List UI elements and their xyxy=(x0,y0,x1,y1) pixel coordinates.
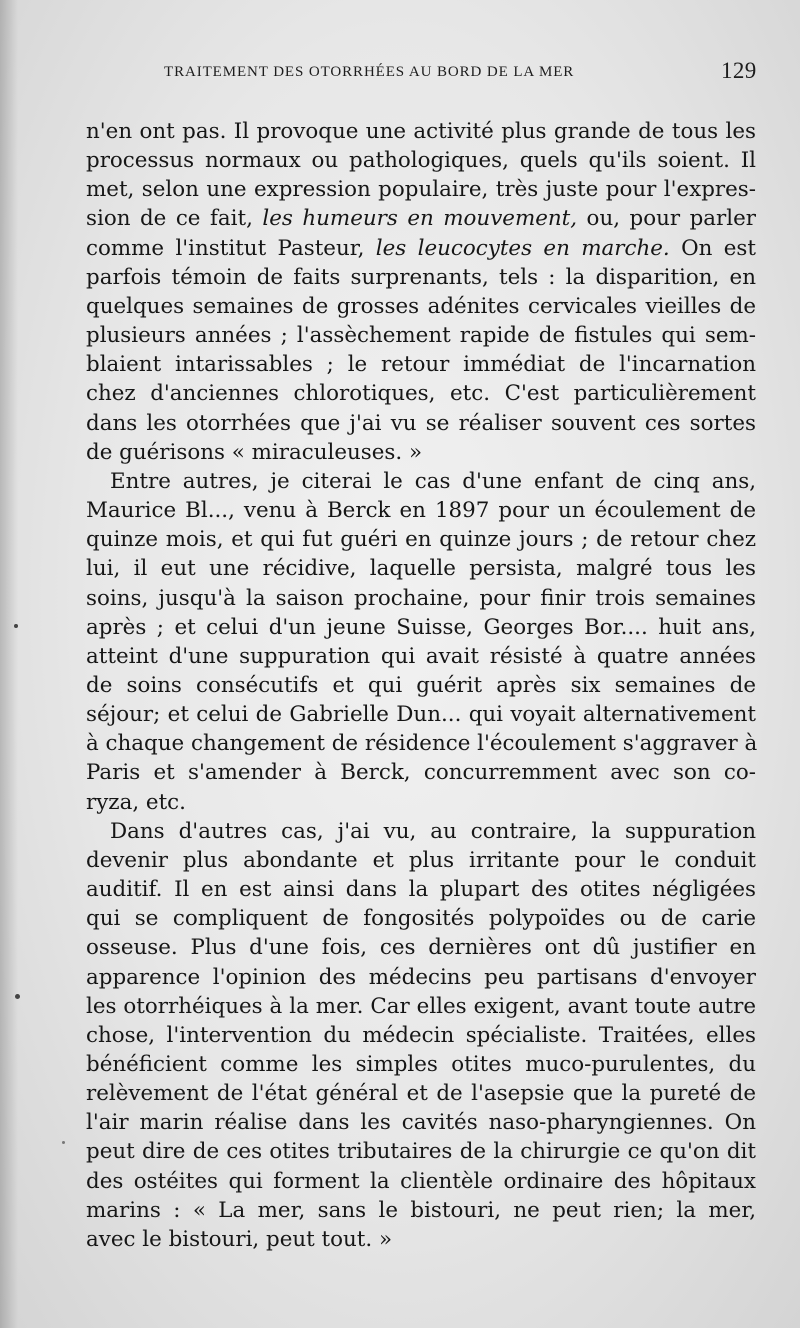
text-line xyxy=(86,700,756,729)
text-run: devenir plus abondante et plus irritante pour le conduit xyxy=(86,847,756,873)
text-line xyxy=(86,438,756,467)
text-line xyxy=(86,613,756,642)
italic-text: les leucocytes en marche. xyxy=(375,235,670,261)
text-line xyxy=(86,1079,756,1108)
text-run: dans les otorrhées que j'ai vu se réaliser souvent ces sortes xyxy=(86,410,756,436)
text-run: ryza, etc. xyxy=(86,789,186,815)
text-run: l'air marin réalise dans les cavités naso-pharyngiennes. On xyxy=(86,1110,756,1136)
text-line xyxy=(86,496,756,525)
text-run: relèvement de l'état général et de l'asepsie que la pureté de xyxy=(86,1081,756,1107)
text-line xyxy=(86,584,756,613)
text-run: avec le bistouri, peut tout. » xyxy=(86,1226,393,1252)
text-line xyxy=(86,467,756,496)
ink-speck xyxy=(15,994,20,999)
text-run: des ostéites qui forment la clientèle ordinaire des hôpitaux xyxy=(86,1168,756,1194)
text-line xyxy=(86,409,756,438)
text-line xyxy=(86,992,756,1021)
text-line xyxy=(86,1137,756,1166)
page-edge-shadow xyxy=(0,0,18,1328)
text-line xyxy=(86,904,756,933)
text-run: chez d'anciennes chlorotiques, etc. C'est particulièrement xyxy=(86,381,756,407)
text-run: sion de ce fait, xyxy=(86,206,263,232)
text-line xyxy=(86,817,756,846)
text-line xyxy=(86,1021,756,1050)
text-run: plusieurs années ; l'assèchement rapide de fistules qui sem- xyxy=(86,323,756,349)
page-number: 129 xyxy=(721,58,757,83)
text-run: comme l'institut Pasteur, xyxy=(86,235,376,261)
text-run: quelques semaines de grosses adénites cervicales vieilles de xyxy=(86,293,756,319)
text-run: Dans d'autres cas, j'ai vu, au contraire, la suppuration xyxy=(110,818,756,844)
text-line xyxy=(86,1196,756,1225)
text-line xyxy=(86,642,756,671)
text-run: quinze mois, et qui fut guéri en quinze jours ; de retour chez xyxy=(86,527,756,553)
text-run: Paris et s'amender à Berck, concurremment avec son co- xyxy=(86,760,756,786)
text-run: auditif. Il en est ainsi dans la plupart des otites négligées xyxy=(86,877,756,903)
text-line xyxy=(86,263,756,292)
text-run: de soins consécutifs et qui guérit après six semaines de xyxy=(86,672,756,698)
text-run: peut dire de ces otites tributaires de la chirurgie ce qu'on dit xyxy=(86,1139,756,1165)
text-run: On est xyxy=(669,235,756,261)
text-line xyxy=(86,350,756,379)
text-run: bénéficient comme les simples otites muco-purulentes, du xyxy=(86,1052,756,1077)
text-line xyxy=(86,758,756,787)
ink-speck xyxy=(14,624,18,628)
text-line xyxy=(86,875,756,904)
text-run: Maurice Bl..., venu à Berck en 1897 pour un écoulement de xyxy=(86,498,756,524)
italic-text: les humeurs en mouvement, xyxy=(262,206,578,232)
text-line xyxy=(86,729,756,758)
text-run: soins, jusqu'à la saison prochaine, pour finir trois semaines xyxy=(86,585,756,611)
text-line xyxy=(86,292,756,321)
text-line xyxy=(86,1050,756,1079)
text-run: chose, l'intervention du médecin spécialiste. Traitées, elles xyxy=(86,1022,756,1048)
text-run: Entre autres, je citerai le cas d'une enfant de cinq ans, xyxy=(110,468,756,494)
text-line xyxy=(86,379,756,408)
text-run: n'en ont pas. Il provoque une activité plus grande de tous les xyxy=(86,119,756,144)
text-run: lui, il eut une récidive, laquelle persista, malgré tous les xyxy=(86,556,756,582)
body-text xyxy=(86,117,756,1254)
text-line xyxy=(86,1108,756,1137)
text-run: marins : « La mer, sans le bistouri, ne peut rien; la mer, xyxy=(86,1197,756,1223)
text-run: après ; et celui d'un jeune Suisse, Georges Bor.... huit ans, xyxy=(86,614,756,640)
text-line xyxy=(86,1167,756,1196)
text-run: blaient intarissables ; le retour immédiat de l'incarnation xyxy=(86,352,756,378)
running-head xyxy=(164,58,764,90)
text-run: osseuse. Plus d'une fois, ces dernières ont dû justifier en xyxy=(86,935,756,961)
text-run: parfois témoin de faits surprenants, tels : la disparition, en xyxy=(86,264,756,290)
text-line xyxy=(86,554,756,583)
text-run: les otorrhéiques à la mer. Car elles exigent, avant toute autre xyxy=(86,993,756,1019)
text-run: de guérisons « miraculeuses. » xyxy=(86,439,423,465)
text-line xyxy=(86,525,756,554)
text-line xyxy=(86,234,756,263)
text-line xyxy=(86,846,756,875)
text-line xyxy=(86,175,756,204)
text-run: à chaque changement de résidence l'écoulement s'aggraver à xyxy=(86,731,758,757)
text-line xyxy=(86,204,756,233)
text-run: ou, pour parler xyxy=(577,206,756,232)
running-title: TRAITEMENT DES OTORRHÉES AU BORD DE LA MER xyxy=(164,64,575,80)
text-run: atteint d'une suppuration qui avait résisté à quatre années xyxy=(86,643,756,669)
text-line xyxy=(86,1225,756,1254)
text-line xyxy=(86,963,756,992)
text-line xyxy=(86,671,756,700)
text-run: qui se compliquent de fongosités polypoïdes ou de carie xyxy=(86,906,756,932)
text-run: processus normaux ou pathologiques, quels qu'ils soient. Il xyxy=(86,148,756,174)
text-run: apparence l'opinion des médecins peu partisans d'envoyer xyxy=(86,964,756,990)
ink-speck xyxy=(62,1141,65,1144)
text-line xyxy=(86,321,756,350)
text-run: séjour; et celui de Gabrielle Dun... qui voyait alternativement xyxy=(86,702,756,728)
text-run: met, selon une expression populaire, très juste pour l'expres- xyxy=(86,177,756,203)
text-line xyxy=(86,117,756,146)
text-line xyxy=(86,146,756,175)
text-line xyxy=(86,788,756,817)
text-line xyxy=(86,933,756,962)
